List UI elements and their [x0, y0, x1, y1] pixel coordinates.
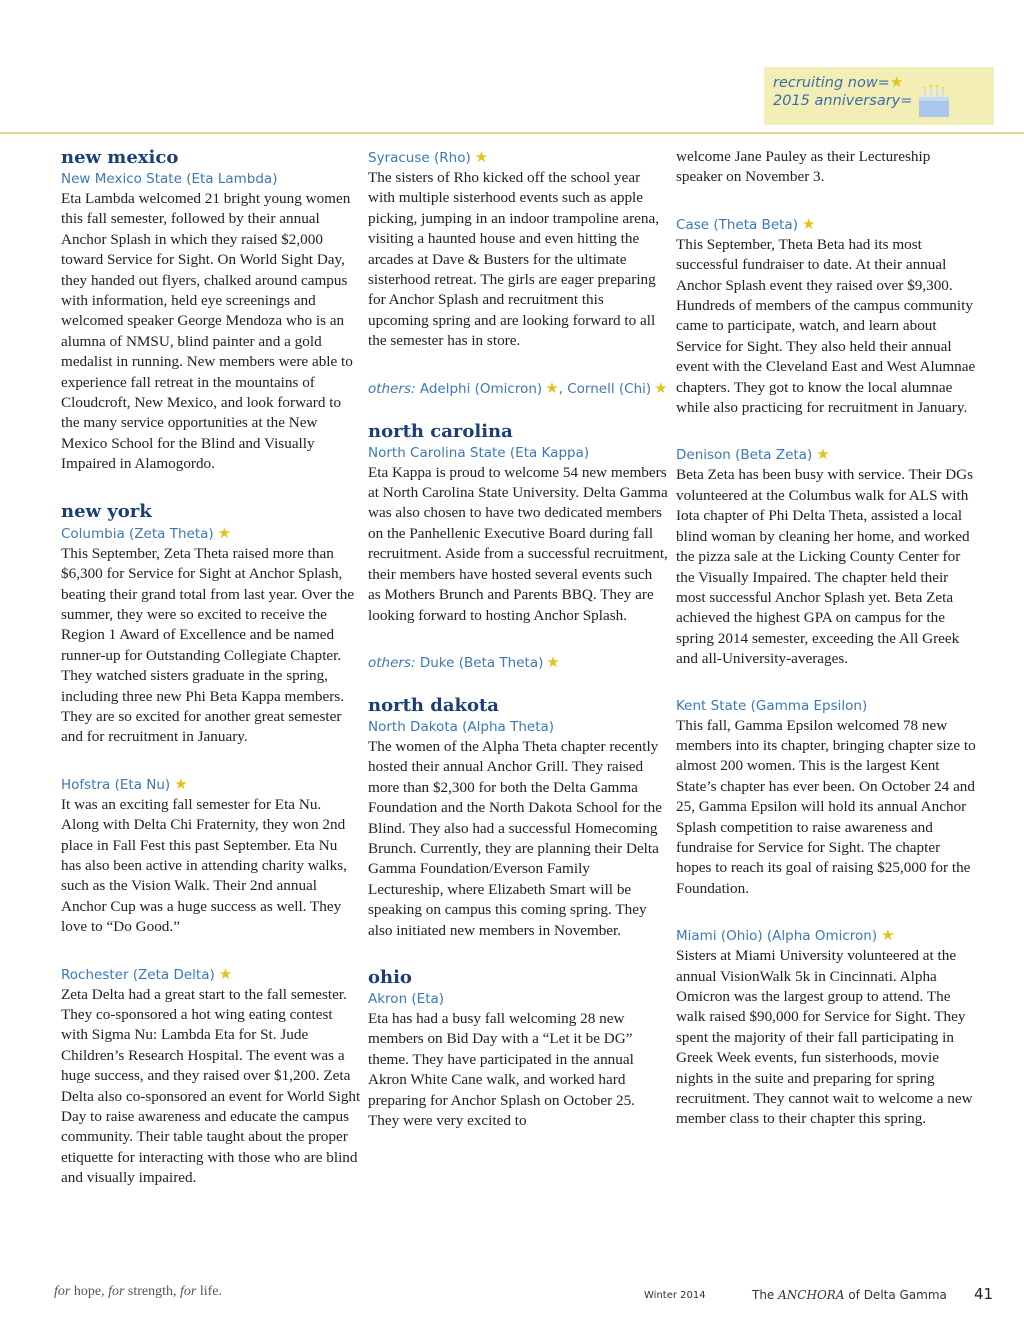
star-icon: ★: [654, 378, 668, 397]
chapter-heading: Hofstra (Eta Nu) ★: [61, 774, 188, 793]
chapter-report: This September, Zeta Theta raised more than $6,300 for Service for Sight at Anchor Splash, beating their grand total from last year. Over the summer, they were so excited to receive the Region 1 Award of Excellence and be named runner-up for Outstanding Collegiate Chapter. They watched sisters graduate in the spring, including three new Phi Beta Kappa members. They are so excited for another great semester and for recruitment in January.: [61, 544, 355, 746]
column-1: [61, 147, 361, 1189]
chapter-report: Eta Lambda welcomed 21 bright young women this fall semester, followed by their annual Anchor Splash in which they raised $2,000 toward Service for Sight. On World Sight Day, they handed out flyers, chalked around campus with information, held eye screenings and welcomed speaker George Mendoza who is an alumna of NMSU, blind painter and a gold medalist in running. New members were able to experience fall retreat in the mountains of Cloudcroft, New Mexico, and look forward to the many service opportunities at the New Mexico School for the Blind and Visually Impaired in Alamogordo.: [61, 190, 353, 473]
star-icon: ★: [545, 378, 559, 397]
cake-icon: [916, 83, 952, 119]
chapter-report: This fall, Gamma Epsilon welcomed 78 new members into its chapter, bringing chapter size to almost 200 women. This is the largest Kent State’s chapter has ever been. On October 24 and 25, Gamma Epsilon will hold its annual Anchor Splash competition to raise awareness and fundraise for Service for Sight. The chapter hopes to reach its goal of raising $25,000 for the Foundation.: [676, 716, 976, 897]
chapter-heading: Miami (Ohio) (Alpha Omicron) ★: [676, 926, 895, 945]
footer-tagline: for hope, for strength, for life.: [54, 1284, 223, 1299]
star-icon: ★: [474, 148, 489, 166]
chapter-heading: North Carolina State (Eta Kappa): [368, 444, 590, 461]
chapter-report: Eta Kappa is proud to welcome 54 new members at North Carolina State University. Delta Gamma was also chosen to have two dedicated members on the Panhellenic Executive Board during fall recruitment. Aside from a successful recruitment, their members have hosted several events such as Mothers Brunch and Parents BBQ. They are looking forward to hosting Anchor Splash.: [368, 463, 668, 624]
chapter-report: Sisters at Miami University volunteered at the annual VisionWalk 5k in Cincinnati. Alpha Omicron was the largest group to attend. The walk raised $90,000 for Service for Sight. They spent the majority of their fall participating in Greek Week events, fun sisterhoods, movie nights in the suite and preparing for spring recruitment. They cannot wait to welcome a new member class to their chapter this spring.: [676, 947, 973, 1128]
legend-box: [764, 67, 994, 125]
star-icon: ★: [218, 964, 233, 983]
chapter-heading: Denison (Beta Zeta) ★: [676, 445, 830, 464]
chapter-report: Zeta Delta had a great start to the fall semester. They co-sponsored a hot wing eating contest with Sigma Nu: Lambda Eta for St. Jude Children’s Research Hospital. The event was a huge success, and they raised over $1,200. Zeta Delta also co-sponsored an event for World Sight Day to raise awareness and educate the campus community. Their table taught about the proper etiquette for interacting with those who are blind and visually impaired.: [61, 985, 361, 1187]
legend-anniversary: 2015 anniversary=: [773, 93, 913, 109]
other-chapters: others: Adelphi (Omicron) ★, Cornell (Chi) ★: [368, 378, 668, 397]
star-icon: ★: [889, 73, 904, 91]
chapter-report: The women of the Alpha Theta chapter recently hosted their annual Anchor Grill. They raised more than $2,300 for both the Delta Gamma Foundation and the North Dakota School for the Blind. They also had a successful Homecoming Brunch. Currently, they are planning their Delta Gamma Foundation/Everson Family Lectureship, where Elizabeth Smart will be speaking on campus this coming spring. They also initiated new members in November.: [368, 737, 662, 939]
chapter-heading: Kent State (Gamma Epsilon): [676, 697, 868, 714]
star-icon: ★: [546, 652, 560, 671]
state-heading: north carolina: [368, 420, 513, 442]
state-heading: new york: [61, 500, 152, 522]
chapter-heading: Akron (Eta): [368, 990, 445, 1007]
header-rule: [0, 132, 1024, 134]
chapter-heading: New Mexico State (Eta Lambda): [61, 171, 278, 187]
state-heading: ohio: [368, 966, 412, 988]
star-icon: ★: [881, 926, 895, 945]
chapter-report: Eta has had a busy fall welcoming 28 new members on Bid Day with a “Let it be DG” theme. They have participated in the annual Akron White Cane walk, and worked hard preparing for Anchor Splash on October 25. They were very excited to: [368, 1009, 635, 1129]
footer-magazine-title: The ANCHORA of Delta Gamma: [752, 1288, 947, 1302]
chapter-heading: Columbia (Zeta Theta) ★: [61, 523, 232, 542]
chapter-heading: Case (Theta Beta) ★: [676, 214, 816, 233]
legend-recruiting: recruiting now=★: [773, 73, 904, 91]
chapter-heading: Rochester (Zeta Delta) ★: [61, 964, 233, 983]
state-heading: north dakota: [368, 694, 499, 716]
column-3: [676, 147, 976, 1130]
chapter-heading: Syracuse (Rho) ★: [368, 148, 489, 166]
state-heading: new mexico: [61, 147, 179, 168]
star-icon: ★: [174, 774, 188, 793]
chapter-heading: North Dakota (Alpha Theta): [368, 718, 555, 735]
footer-issue-date: Winter 2014: [644, 1290, 706, 1301]
column-2: [368, 147, 668, 1131]
chapter-report: This September, Theta Beta had its most successful fundraiser to date. At their annual Anchor Splash event they raised over $9,300. Hundreds of members of the campus community came to participate, watch, and learn about Service for Sight. They also held their annual event with the Cleveland East and West Alumnae chapters. They got to know the local alumnae while also practicing for recruitment in January.: [676, 235, 976, 417]
star-icon: ★: [217, 523, 232, 542]
chapter-report-continued: welcome Jane Pauley as their Lectureship speaker on November 3.: [676, 148, 931, 186]
chapter-report: Beta Zeta has been busy with service. Their DGs volunteered at the Columbus walk for ALS with Iota chapter of Phi Delta Theta, assisted a local blind woman by cleaning her home, and worked the pizza sale at the Licking County Center for the Visually Impaired. The chapter held their most successful Anchor Splash yet. Beta Zeta achieved the highest GPA on campus for the spring 2014 semester, exceeding the All Greek and all-University-averages.: [676, 466, 974, 668]
star-icon: ★: [816, 445, 830, 464]
chapter-report: The sisters of Rho kicked off the school year with multiple sisterhood events such as apple picking, jumping in an indoor trampoline arena, visiting a haunted house and even hitting the arcades at Dave & Busters for the ultimate sisterhood retreat. The girls are eager preparing for Anchor Splash and recruitment this upcoming spring and are looking forward to all the semester has in store.: [368, 169, 660, 350]
star-icon: ★: [801, 214, 816, 233]
chapter-report: It was an exciting fall semester for Eta Nu. Along with Delta Chi Fraternity, they won 2nd place in Fall Fest this past September. Eta Nu has also been active in attending charity walks, such as the Vision Walk. Their 2nd annual Anchor Cup was a huge success as well. They love to “Do Good.”: [61, 795, 347, 936]
page-number: 41: [974, 1285, 994, 1303]
other-chapters: others: Duke (Beta Theta) ★: [368, 652, 560, 671]
